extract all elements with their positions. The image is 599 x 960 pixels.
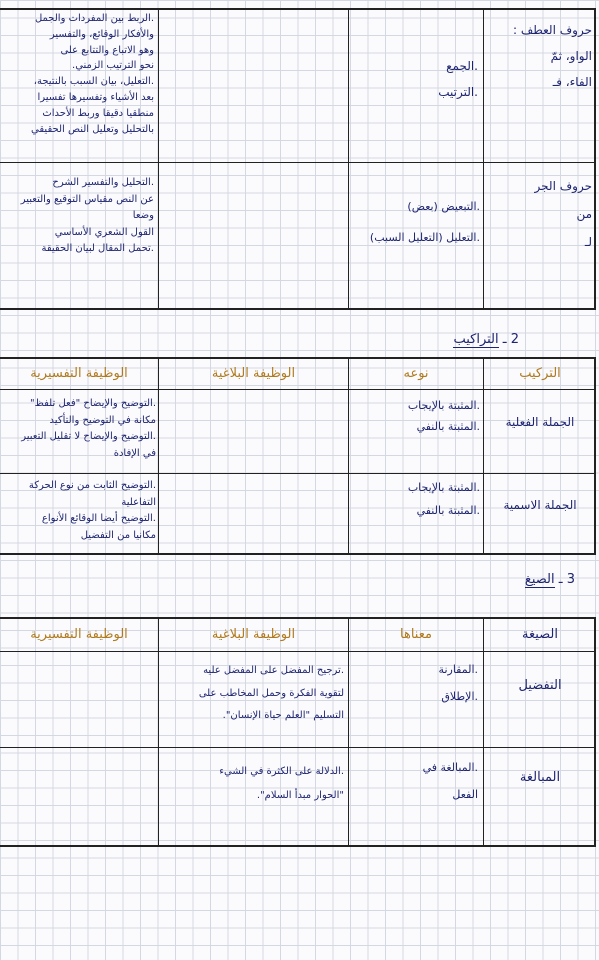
header-meaning: معناها <box>400 627 432 642</box>
header-structure: التركيب <box>519 366 561 381</box>
text-line: .المثبتة بالإيجاب <box>407 399 480 412</box>
section-title: التراكيب <box>453 332 499 347</box>
section-number: 2 <box>510 332 519 347</box>
cell-tool-names-2 <box>488 178 592 253</box>
text-line: الفعل <box>452 787 478 801</box>
text-line: مكانة في التوضيح والتأكيد <box>49 414 156 426</box>
text-line: .المثبتة بالنفي <box>416 419 480 433</box>
text-line: .الترتيب <box>438 85 478 100</box>
text-line: .التوضيح والإيضاح لا تقليل التعبير <box>21 431 156 442</box>
text-line: .التبعيض (بعض) <box>407 200 480 213</box>
table-forms <box>0 617 596 847</box>
text-line: "الحوار مبدأ السلام". <box>256 790 344 801</box>
structure-type-verbal <box>354 399 480 437</box>
structure-type-nominal <box>354 481 480 521</box>
text-line: .المقارنة <box>438 663 478 676</box>
table-structures <box>0 357 596 555</box>
text-line: .المثبتة بالنفي <box>416 503 480 517</box>
header-form: الصيغة <box>521 627 558 642</box>
text-line: حروف العطف : <box>513 23 592 37</box>
text-line: .المبالغة في <box>422 761 478 774</box>
text-line: الواو، ثمّ <box>550 49 592 64</box>
text-line: .التعليل، بيان السبب بالنتيجة، <box>33 76 154 88</box>
form-rhetorical-hyperbole <box>164 761 344 809</box>
header-rhetorical-function: الوظيفة البلاغية <box>211 366 296 381</box>
text-line: .المثبتة بالإيجاب <box>407 481 480 494</box>
text-line: والأفكار الوقائع، والتفسير <box>49 28 154 40</box>
text-line: حروف الجر <box>534 179 592 193</box>
text-line: .الدلالة على الكثرة في الشيء <box>219 766 344 777</box>
cell-meaning-2 <box>354 200 480 248</box>
text-line: .الربط بين المفردات والجمل <box>34 13 154 24</box>
text-line: .التعليل (التعليل السبب) <box>369 230 480 244</box>
structure-explanatory-nominal <box>2 479 156 545</box>
text-line: .تحمل المقال لبيان الحقيقة <box>41 243 154 254</box>
text-line: وضعا <box>132 210 154 221</box>
text-line: الفاء، فـ <box>552 75 592 90</box>
cell-meaning-1 <box>358 58 478 102</box>
text-line: .الإطلاق <box>441 689 478 703</box>
form-name-hyperbole: المبالغة <box>519 770 561 785</box>
text-line: نحو الترتيب الزمني. <box>72 60 154 72</box>
structure-explanatory-verbal <box>2 397 156 463</box>
form-name-comparative: التفضيل <box>518 678 562 693</box>
cell-tool-names-1 <box>488 22 592 93</box>
text-line: .الجمع <box>446 59 478 73</box>
section-number: 3 <box>566 572 575 587</box>
text-line: من <box>576 207 592 222</box>
text-line: منطقيا دقيقا وربط الأحداث <box>42 107 154 119</box>
section-heading-forms: 3 ـ الصيغ <box>524 572 575 587</box>
cell-explanatory-2 <box>2 176 154 259</box>
structure-name-verbal: الجملة الفعلية <box>505 415 575 429</box>
text-line: لـ <box>584 235 592 250</box>
text-line: لتقوية الفكرة وحمل المخاطب على <box>198 687 344 699</box>
text-line: في الإفادة <box>113 447 156 459</box>
form-meaning-hyperbole <box>358 761 478 805</box>
section-title: الصيغ <box>524 572 555 587</box>
structure-name-nominal: الجملة الاسمية <box>503 498 577 512</box>
text-line: وهو الاتباع والتتابع على <box>60 44 154 56</box>
text-line: التفاعلية <box>121 496 156 508</box>
text-line: .التحليل والتفسير الشرح <box>52 177 154 188</box>
header-rhetorical-function: الوظيفة البلاغية <box>211 627 296 642</box>
text-line: التسليم "العلم حياة الإنسان". <box>222 710 344 721</box>
header-type: نوعه <box>403 366 429 381</box>
text-line: .التوضيح أيضا الوقائع الأنواع <box>41 513 156 524</box>
form-rhetorical-comparative <box>164 661 344 729</box>
text-line: عن النص مقياس التوقيع والتعبير <box>20 193 154 205</box>
header-explanatory-function: الوظيفة التفسيرية <box>30 366 128 381</box>
text-line: مكانيا من التفضيل <box>80 529 156 541</box>
section-heading-structures: 2 ـ التراكيب <box>453 332 519 347</box>
cell-explanatory-1 <box>2 12 154 138</box>
table-conjunctions <box>0 8 596 310</box>
form-meaning-comparative <box>358 663 478 707</box>
text-line: بالتحليل وتعليل النص الحقيقي <box>31 123 154 135</box>
text-line: القول الشعري الأساسي <box>54 226 154 238</box>
text-line: بعد الأشياء وتفسيرها تفسيرا <box>37 91 154 103</box>
header-explanatory-function: الوظيفة التفسيرية <box>30 627 128 642</box>
text-line: .ترجيح المفضل على المفضل عليه <box>203 665 344 676</box>
text-line: .التوضيح والإيضاح "فعل تلفظ" <box>30 398 156 409</box>
text-line: .التوضيح الثابت من نوع الحركة <box>28 480 156 491</box>
